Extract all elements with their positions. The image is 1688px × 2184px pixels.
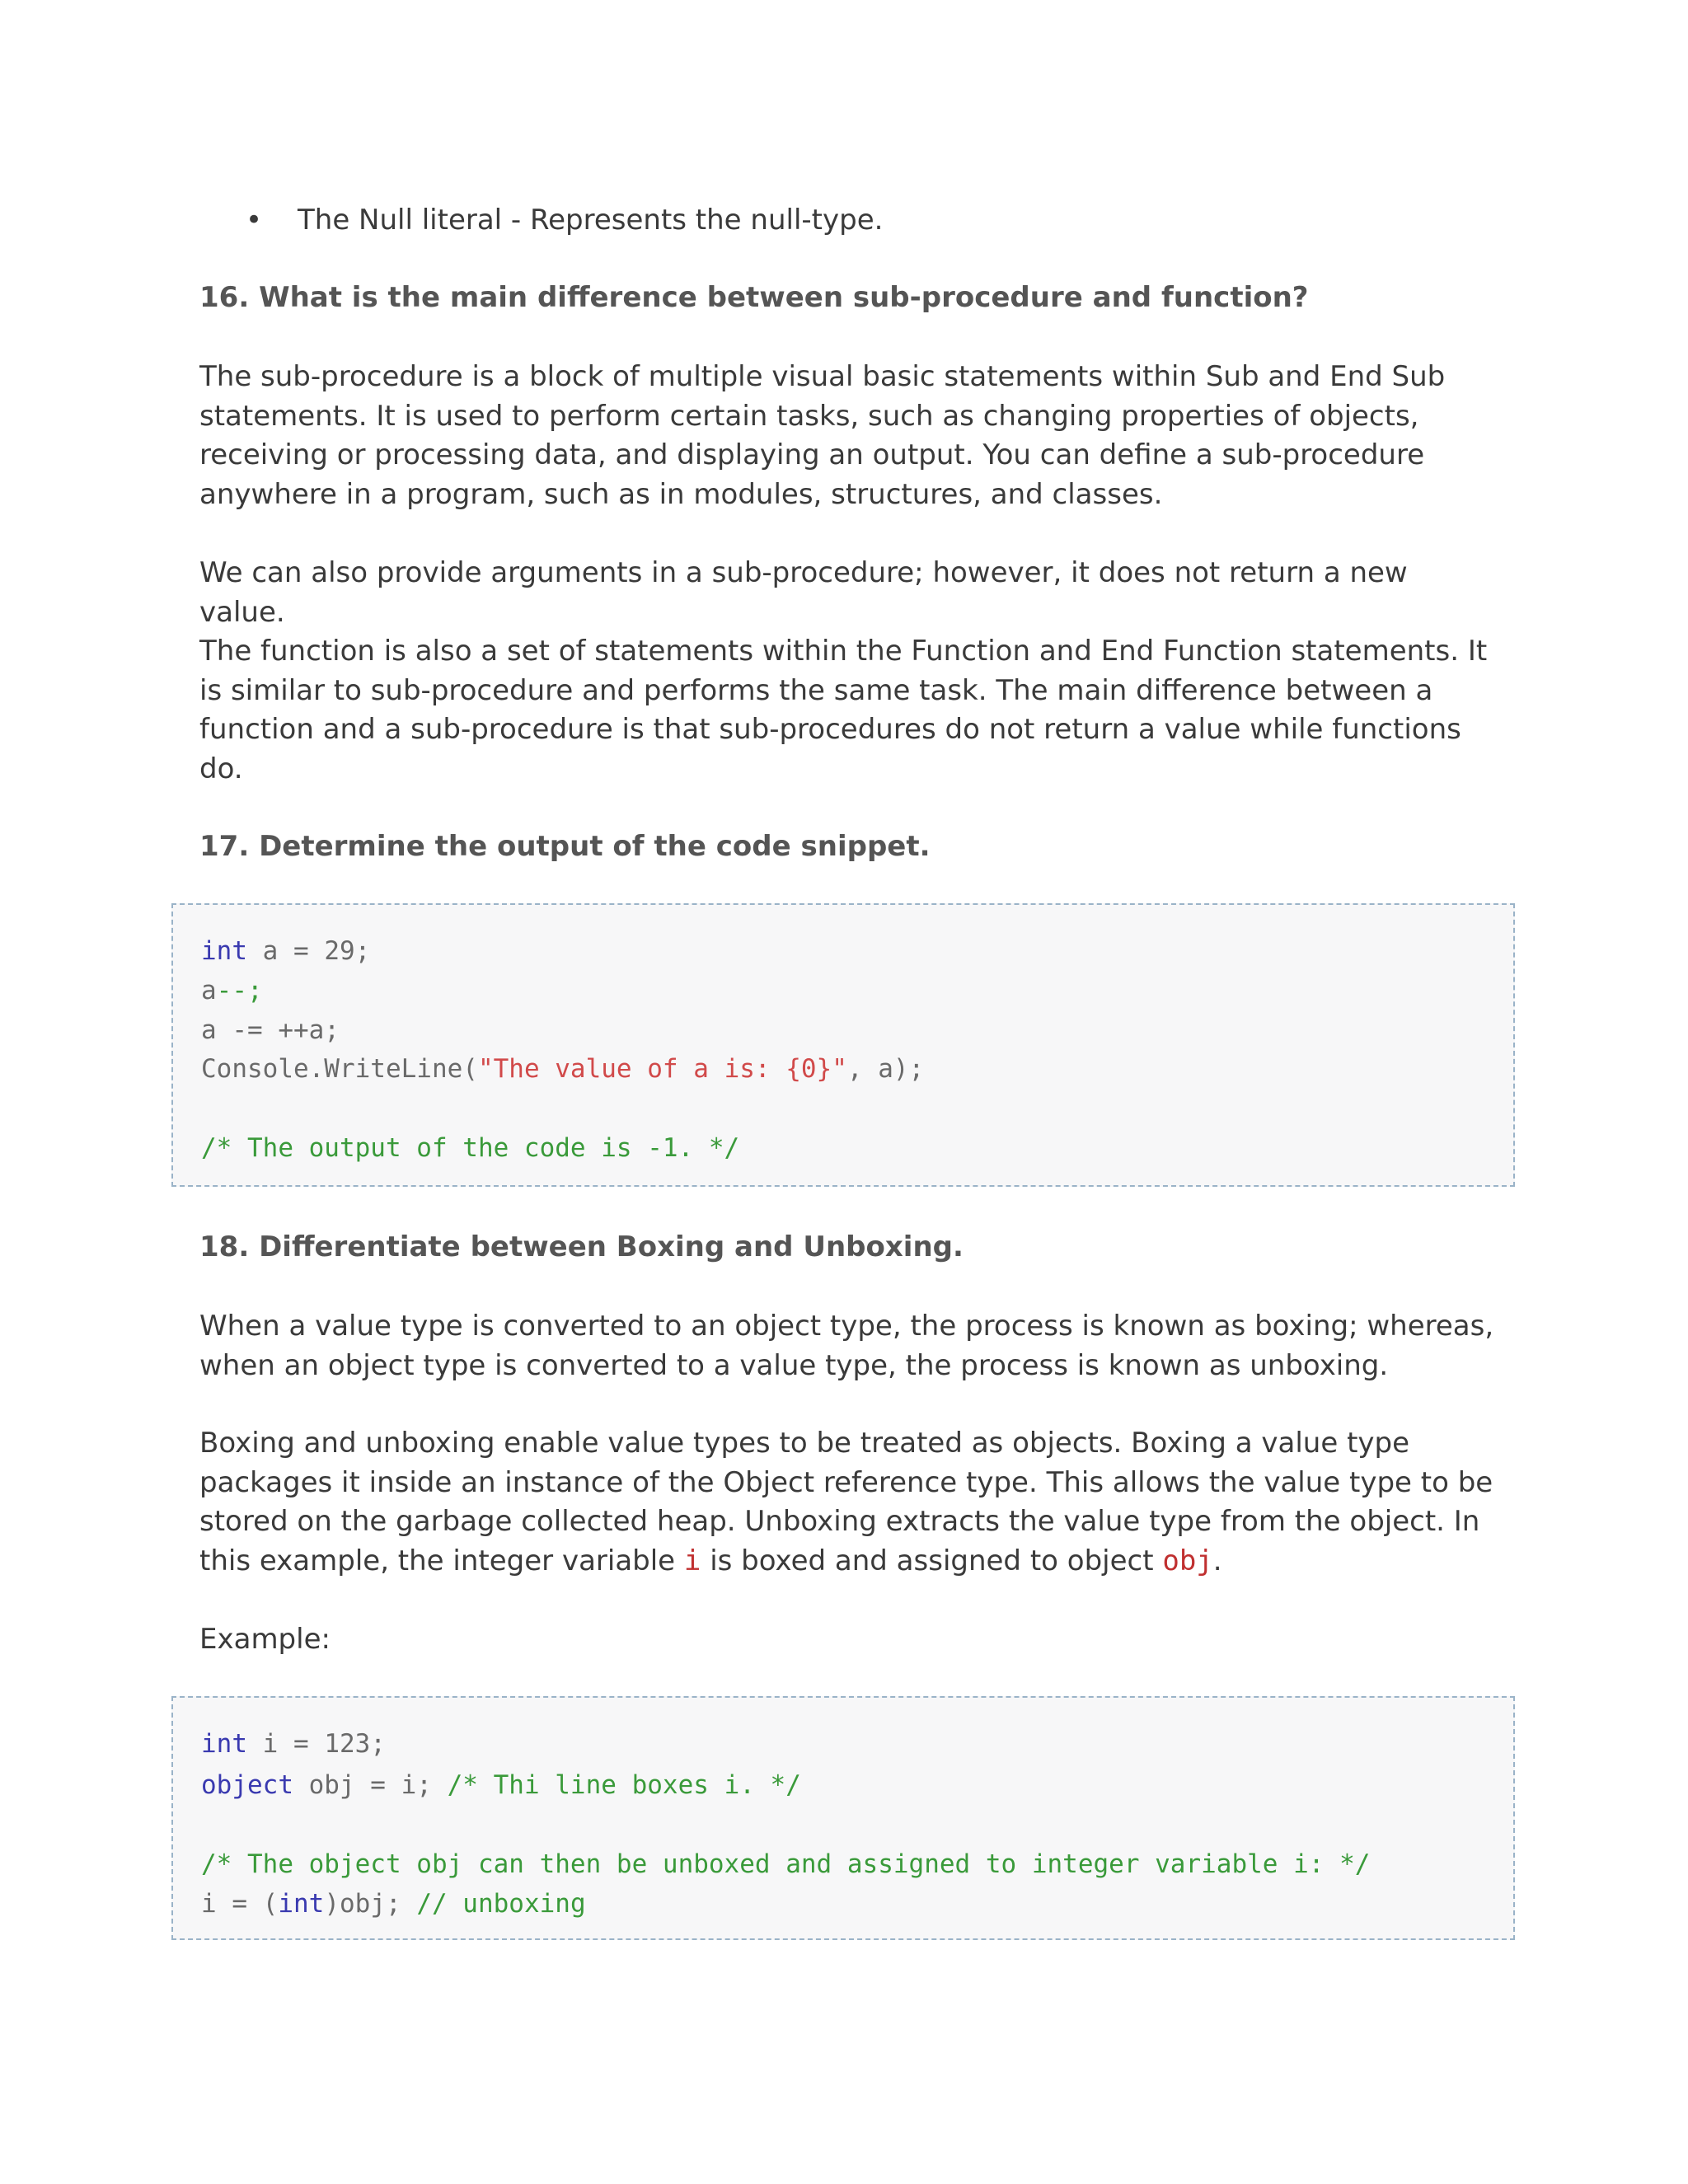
code-operator: --; <box>216 976 263 1005</box>
paragraph-line: The sub-procedure is a block of multiple visual basic statements within Sub and End Sub <box>199 360 1446 393</box>
code-keyword: int <box>201 936 247 966</box>
paragraph-line <box>199 1542 1493 1582</box>
code-comment: /* Thi line boxes i. */ <box>447 1770 801 1800</box>
question-16-paragraph-2 <box>199 554 1487 789</box>
paragraph-line: Boxing and unboxing enable value types to be treated as objects. Boxing a value type <box>199 1427 1410 1460</box>
paragraph-text: this example, the integer variable <box>199 1544 684 1577</box>
paragraph-line: is similar to sub-procedure and performs the same task. The main difference between a <box>199 673 1433 707</box>
paragraph-line: value. <box>199 595 285 629</box>
question-16-paragraph-1 <box>199 358 1445 514</box>
paragraph-line: when an object type is converted to a value type, the process is known as unboxing. <box>199 1348 1389 1382</box>
code-comment: /* The output of the code is -1. */ <box>201 1133 740 1163</box>
paragraph-line: function and a sub-procedure is that sub-procedures do not return a value while functions <box>199 713 1461 746</box>
code-string: "The value of a is: {0}" <box>477 1054 847 1084</box>
paragraph-line: stored on the garbage collected heap. Unboxing extracts the value type from the object. In <box>199 1505 1480 1538</box>
paragraph-line: The function is also a set of statements within the Function and End Function statements. It <box>199 635 1488 668</box>
paragraph-line: anywhere in a program, such as in modules, structures, and classes. <box>199 477 1163 511</box>
code-text: obj = i; <box>293 1770 448 1800</box>
bullet-marker: • <box>246 204 263 237</box>
code-text: a <box>201 976 217 1005</box>
paragraph-line: packages it inside an instance of the Object reference type. This allows the value type to be <box>199 1465 1493 1499</box>
code-block-output <box>171 903 1515 1187</box>
question-16-heading: 16. What is the main difference between sub-procedure and function? <box>199 281 1309 314</box>
code-line <box>201 1051 924 1087</box>
example-label: Example: <box>199 1623 331 1656</box>
question-18-paragraph-2 <box>199 1424 1493 1581</box>
code-keyword: int <box>278 1889 325 1919</box>
paragraph-line: statements. It is used to perform certain tasks, such as changing properties of objects, <box>199 399 1419 433</box>
code-line <box>201 972 263 1009</box>
inline-code-i: i <box>683 1544 701 1577</box>
code-text: i = 123; <box>247 1729 386 1759</box>
code-text: i = ( <box>201 1889 279 1919</box>
code-line <box>201 1846 1370 1882</box>
code-line <box>201 1767 801 1803</box>
code-line <box>201 1130 739 1166</box>
code-line <box>201 1726 386 1762</box>
code-text: Console.WriteLine( <box>201 1054 478 1084</box>
question-18-paragraph-1 <box>199 1307 1493 1385</box>
paragraph-text: is boxed and assigned to object <box>701 1544 1163 1577</box>
inline-code-obj: obj <box>1162 1544 1213 1577</box>
code-block-boxing <box>171 1696 1515 1940</box>
paragraph-line: We can also provide arguments in a sub-procedure; however, it does not return a new <box>199 556 1408 589</box>
code-text: )obj; <box>324 1889 417 1919</box>
paragraph-line: When a value type is converted to an object type, the process is known as boxing; whereas, <box>199 1310 1494 1343</box>
code-comment: // unboxing <box>416 1889 586 1919</box>
question-18-heading: 18. Differentiate between Boxing and Unboxing. <box>199 1230 964 1263</box>
code-comment: /* The object obj can then be unboxed and assigned to integer variable i: */ <box>201 1849 1371 1879</box>
code-text: , a); <box>846 1054 925 1084</box>
paragraph-line: receiving or processing data, and displaying an output. You can define a sub-procedure <box>199 438 1425 471</box>
code-line: a -= ++a; <box>201 1015 340 1045</box>
paragraph-text: . <box>1212 1544 1222 1577</box>
code-keyword: int <box>201 1729 247 1759</box>
code-keyword: object <box>201 1770 293 1800</box>
code-line <box>201 933 370 969</box>
code-text: a = 29; <box>247 936 371 966</box>
paragraph-line: do. <box>199 752 243 785</box>
question-17-heading: 17. Determine the output of the code snippet. <box>199 830 931 863</box>
bullet-text: The Null literal - Represents the null-type. <box>298 204 884 237</box>
code-line <box>201 1886 586 1922</box>
